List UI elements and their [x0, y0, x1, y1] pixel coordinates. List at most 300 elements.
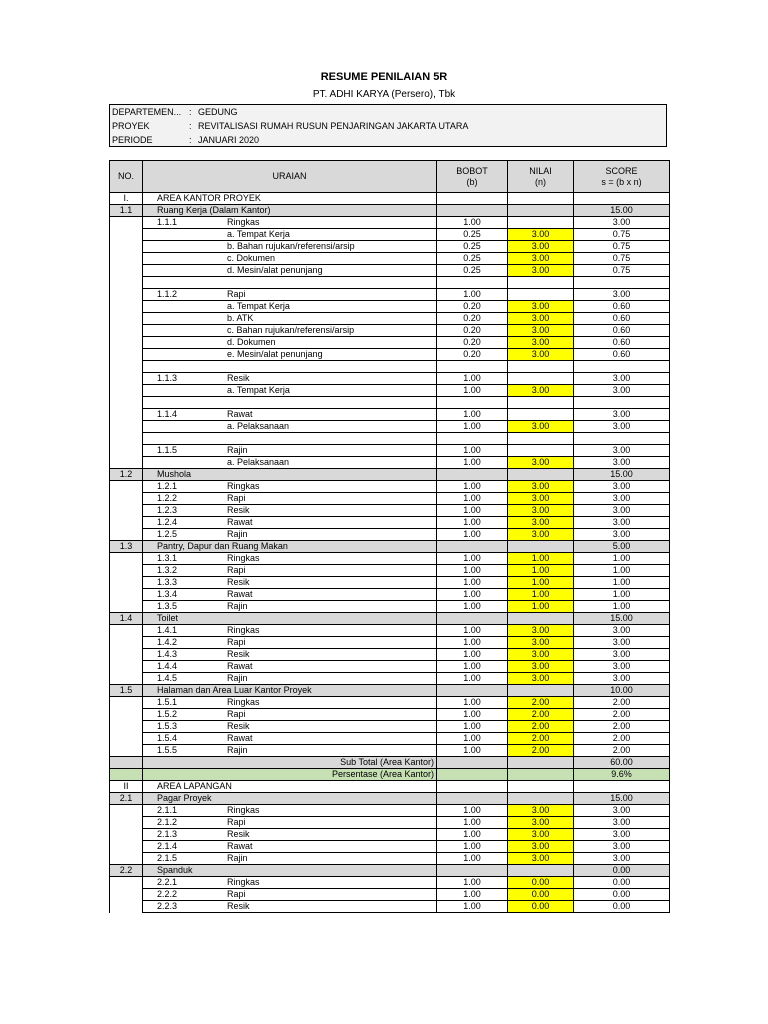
- item-row: [110, 589, 670, 601]
- header-nilai-label: NILAI: [529, 165, 552, 176]
- uraian-cell: [143, 829, 437, 841]
- header-nilai-sub: (n): [535, 176, 546, 187]
- item-code: 1.4.5: [157, 673, 178, 683]
- uraian-cell: [143, 673, 437, 685]
- group-label: Mushola: [143, 469, 437, 481]
- score-cell: [574, 277, 670, 289]
- nilai-value: 3.00: [508, 337, 574, 349]
- uraian-cell: [143, 721, 437, 733]
- subitem-row: [110, 253, 670, 265]
- uraian-cell: [143, 289, 437, 301]
- uraian-cell: [143, 409, 437, 421]
- bobot-value: 0.25: [437, 229, 508, 241]
- info-value: REVITALISASI RUMAH RUSUN PENJARINGAN JAKARTA UTARA: [198, 121, 469, 131]
- nilai-cell: [508, 685, 574, 697]
- header-score: [574, 161, 670, 193]
- no-cell: [110, 673, 143, 685]
- item-name: Rapi: [227, 817, 246, 827]
- header-uraian: URAIAN: [143, 161, 437, 193]
- bobot-cell: [437, 757, 508, 769]
- nilai-value: 3.00: [508, 529, 574, 541]
- score-value: 2.00: [574, 733, 670, 745]
- uraian-cell: [143, 697, 437, 709]
- section-number: I.: [110, 193, 143, 205]
- score-value: 3.00: [574, 409, 670, 421]
- nilai-value: 3.00: [508, 265, 574, 277]
- no-cell: [110, 301, 143, 313]
- bobot-value: 1.00: [437, 565, 508, 577]
- nilai-value: 3.00: [508, 325, 574, 337]
- group-score: 10.00: [574, 685, 670, 697]
- score-value: 0.60: [574, 325, 670, 337]
- nilai-value: 3.00: [508, 673, 574, 685]
- item-name: Rajin: [227, 853, 248, 863]
- no-cell: [110, 889, 143, 901]
- no-cell: [110, 901, 143, 913]
- score-value: 3.00: [574, 661, 670, 673]
- item-row: [110, 601, 670, 613]
- nilai-value: 3.00: [508, 253, 574, 265]
- score-cell: [574, 193, 670, 205]
- uraian-cell: [143, 709, 437, 721]
- bobot-cell: [437, 685, 508, 697]
- subtotal-label: Sub Total (Area Kantor): [143, 757, 437, 769]
- group-label: Pagar Proyek: [143, 793, 437, 805]
- nilai-value: 3.00: [508, 457, 574, 469]
- item-name: Ringkas: [227, 553, 260, 563]
- subitem-row: [110, 265, 670, 277]
- bobot-cell: [437, 205, 508, 217]
- item-code: 1.5.5: [157, 745, 178, 755]
- bobot-value: 1.00: [437, 517, 508, 529]
- item-name: Resik: [227, 721, 250, 731]
- table-body: [110, 193, 670, 913]
- nilai-value: 0.00: [508, 889, 574, 901]
- subitem-row: [110, 385, 670, 397]
- bobot-value: 1.00: [437, 637, 508, 649]
- group-score: 15.00: [574, 793, 670, 805]
- item-row: [110, 493, 670, 505]
- score-value: 1.00: [574, 577, 670, 589]
- no-cell: [110, 577, 143, 589]
- uraian-cell: [143, 241, 437, 253]
- nilai-value: 1.00: [508, 589, 574, 601]
- bobot-value: 0.25: [437, 265, 508, 277]
- no-cell: [110, 661, 143, 673]
- item-name: Rawat: [227, 589, 253, 599]
- uraian-cell: [143, 577, 437, 589]
- uraian-cell: [143, 637, 437, 649]
- subitem-row: [110, 421, 670, 433]
- uraian-cell: [143, 817, 437, 829]
- item-name: Rapi: [227, 289, 246, 299]
- info-colon: :: [189, 121, 192, 131]
- nilai-value: 3.00: [508, 481, 574, 493]
- subitem-row: [110, 241, 670, 253]
- score-value: 0.60: [574, 337, 670, 349]
- nilai-value: 3.00: [508, 241, 574, 253]
- no-cell: [110, 733, 143, 745]
- header-no: NO.: [110, 161, 143, 193]
- bobot-cell: [437, 793, 508, 805]
- score-value: 3.00: [574, 421, 670, 433]
- nilai-cell: [508, 361, 574, 373]
- item-name: Resik: [227, 373, 250, 383]
- score-value: 3.00: [574, 529, 670, 541]
- bobot-value: 1.00: [437, 649, 508, 661]
- subitem-name: a. Pelaksanaan: [227, 457, 290, 467]
- nilai-value: 3.00: [508, 853, 574, 865]
- nilai-cell: [508, 865, 574, 877]
- item-code: 1.3.5: [157, 601, 178, 611]
- item-row: [110, 817, 670, 829]
- no-cell: [110, 349, 143, 361]
- uraian-cell: [143, 625, 437, 637]
- item-code: 1.3.3: [157, 577, 178, 587]
- uraian-cell: [143, 361, 437, 373]
- score-value: 3.00: [574, 625, 670, 637]
- group-row: [110, 541, 670, 553]
- item-code: 2.1.3: [157, 829, 178, 839]
- nilai-cell: [508, 757, 574, 769]
- no-cell: [110, 481, 143, 493]
- group-row: [110, 685, 670, 697]
- score-value: 1.00: [574, 601, 670, 613]
- nilai-value: 1.00: [508, 577, 574, 589]
- uraian-cell: [143, 217, 437, 229]
- item-code: 1.4.2: [157, 637, 178, 647]
- no-cell: [110, 457, 143, 469]
- no-cell: [110, 817, 143, 829]
- uraian-cell: [143, 481, 437, 493]
- uraian-cell: [143, 661, 437, 673]
- no-cell: [110, 325, 143, 337]
- nilai-value: [508, 373, 574, 385]
- item-name: Ringkas: [227, 481, 260, 491]
- info-key: DEPARTEMEN...: [112, 107, 182, 117]
- item-name: Ringkas: [227, 625, 260, 635]
- nilai-value: 3.00: [508, 493, 574, 505]
- subitem-row: [110, 229, 670, 241]
- item-code: 2.2.1: [157, 877, 178, 887]
- no-cell: [110, 877, 143, 889]
- item-name: Rajin: [227, 745, 248, 755]
- info-colon: :: [189, 135, 192, 145]
- item-code: 1.2.3: [157, 505, 178, 515]
- group-label: Halaman dan Area Luar Kantor Proyek: [143, 685, 437, 697]
- bobot-value: 1.00: [437, 217, 508, 229]
- bobot-cell: [437, 769, 508, 781]
- uraian-cell: [143, 505, 437, 517]
- nilai-value: 3.00: [508, 517, 574, 529]
- item-row: [110, 553, 670, 565]
- item-row: [110, 637, 670, 649]
- score-value: 2.00: [574, 697, 670, 709]
- table-header-row: [110, 161, 670, 193]
- info-key: PERIODE: [112, 135, 153, 145]
- header-score-label: SCORE: [605, 165, 638, 176]
- bobot-value: 0.25: [437, 253, 508, 265]
- section-row: [110, 781, 670, 793]
- item-code: 1.5.1: [157, 697, 178, 707]
- item-code: 1.5.4: [157, 733, 178, 743]
- bobot-cell: [437, 433, 508, 445]
- score-value: 3.00: [574, 445, 670, 457]
- info-colon: :: [189, 107, 192, 117]
- item-row: [110, 289, 670, 301]
- item-code: 1.2.1: [157, 481, 178, 491]
- item-code: 1.1.4: [157, 409, 178, 419]
- assessment-table-wrapper: [109, 160, 669, 913]
- nilai-value: 2.00: [508, 697, 574, 709]
- info-value: GEDUNG: [198, 107, 238, 117]
- section-number: II: [110, 781, 143, 793]
- item-name: Rawat: [227, 661, 253, 671]
- nilai-value: 3.00: [508, 505, 574, 517]
- no-cell: [110, 553, 143, 565]
- nilai-value: 3.00: [508, 421, 574, 433]
- item-row: [110, 625, 670, 637]
- score-cell: [574, 397, 670, 409]
- score-value: 0.75: [574, 253, 670, 265]
- no-cell: [110, 769, 143, 781]
- item-row: [110, 577, 670, 589]
- uraian-cell: [143, 877, 437, 889]
- uraian-cell: [143, 301, 437, 313]
- score-value: 3.00: [574, 805, 670, 817]
- subitem-name: a. Pelaksanaan: [227, 421, 290, 431]
- no-cell: [110, 421, 143, 433]
- score-value: 3.00: [574, 517, 670, 529]
- item-row: [110, 505, 670, 517]
- score-value: 3.00: [574, 673, 670, 685]
- percentage-score: 9.6%: [574, 769, 670, 781]
- nilai-value: 3.00: [508, 829, 574, 841]
- subitem-row: [110, 457, 670, 469]
- item-code: 1.3.1: [157, 553, 178, 563]
- item-name: Rawat: [227, 409, 253, 419]
- nilai-value: 1.00: [508, 601, 574, 613]
- no-cell: [110, 289, 143, 301]
- uraian-cell: [143, 601, 437, 613]
- uraian-cell: [143, 853, 437, 865]
- score-value: 3.00: [574, 853, 670, 865]
- score-value: 0.60: [574, 349, 670, 361]
- bobot-value: 1.00: [437, 709, 508, 721]
- score-value: 3.00: [574, 817, 670, 829]
- uraian-cell: [143, 277, 437, 289]
- group-label: Toilet: [143, 613, 437, 625]
- bobot-value: 1.00: [437, 877, 508, 889]
- item-name: Rajin: [227, 673, 248, 683]
- no-cell: [110, 721, 143, 733]
- no-cell: [110, 637, 143, 649]
- score-cell: [574, 433, 670, 445]
- uraian-cell: [143, 517, 437, 529]
- uraian-cell: [143, 589, 437, 601]
- no-cell: [110, 625, 143, 637]
- uraian-cell: [143, 457, 437, 469]
- nilai-value: 3.00: [508, 625, 574, 637]
- no-cell: [110, 409, 143, 421]
- nilai-value: 3.00: [508, 385, 574, 397]
- bobot-value: 0.20: [437, 349, 508, 361]
- uraian-cell: [143, 805, 437, 817]
- bobot-value: 1.00: [437, 385, 508, 397]
- nilai-value: 0.00: [508, 901, 574, 913]
- bobot-value: 1.00: [437, 841, 508, 853]
- bobot-value: 1.00: [437, 553, 508, 565]
- score-value: 3.00: [574, 493, 670, 505]
- nilai-value: 3.00: [508, 661, 574, 673]
- header-score-sub: s = (b x n): [601, 176, 642, 187]
- bobot-value: 1.00: [437, 529, 508, 541]
- item-code: 1.1.3: [157, 373, 178, 383]
- item-name: Rapi: [227, 493, 246, 503]
- no-cell: [110, 433, 143, 445]
- item-code: 2.1.2: [157, 817, 178, 827]
- item-name: Rajin: [227, 601, 248, 611]
- item-name: Resik: [227, 505, 250, 515]
- score-value: 3.00: [574, 649, 670, 661]
- no-cell: [110, 517, 143, 529]
- group-row: [110, 865, 670, 877]
- item-row: [110, 697, 670, 709]
- score-value: 0.00: [574, 901, 670, 913]
- bobot-value: 1.00: [437, 901, 508, 913]
- score-value: 0.60: [574, 313, 670, 325]
- item-name: Resik: [227, 901, 250, 911]
- no-cell: [110, 697, 143, 709]
- item-row: [110, 481, 670, 493]
- bobot-value: 1.00: [437, 661, 508, 673]
- group-score: 15.00: [574, 469, 670, 481]
- item-code: 1.5.3: [157, 721, 178, 731]
- subitem-name: b. Bahan rujukan/referensi/arsip: [227, 241, 355, 251]
- item-row: [110, 445, 670, 457]
- group-number: 1.3: [110, 541, 143, 553]
- bobot-value: 1.00: [437, 445, 508, 457]
- nilai-value: 3.00: [508, 301, 574, 313]
- bobot-cell: [437, 397, 508, 409]
- item-code: 1.5.2: [157, 709, 178, 719]
- score-value: 2.00: [574, 745, 670, 757]
- bobot-value: 1.00: [437, 805, 508, 817]
- item-code: 2.1.1: [157, 805, 178, 815]
- spacer-row: [110, 433, 670, 445]
- item-code: 2.2.3: [157, 901, 178, 911]
- item-row: [110, 217, 670, 229]
- item-name: Resik: [227, 829, 250, 839]
- percentage-row: [110, 769, 670, 781]
- item-row: [110, 877, 670, 889]
- bobot-value: 1.00: [437, 853, 508, 865]
- nilai-value: [508, 445, 574, 457]
- no-cell: [110, 757, 143, 769]
- no-cell: [110, 589, 143, 601]
- uraian-cell: [143, 529, 437, 541]
- uraian-cell: [143, 325, 437, 337]
- no-cell: [110, 829, 143, 841]
- subitem-row: [110, 313, 670, 325]
- uraian-cell: [143, 421, 437, 433]
- item-code: 1.2.5: [157, 529, 178, 539]
- bobot-value: 1.00: [437, 721, 508, 733]
- item-name: Rawat: [227, 841, 253, 851]
- score-value: 1.00: [574, 589, 670, 601]
- score-value: 2.00: [574, 721, 670, 733]
- bobot-value: 1.00: [437, 673, 508, 685]
- uraian-cell: [143, 889, 437, 901]
- header-nilai: [508, 161, 574, 193]
- bobot-value: 1.00: [437, 505, 508, 517]
- nilai-value: 0.00: [508, 877, 574, 889]
- nilai-value: 2.00: [508, 721, 574, 733]
- no-cell: [110, 373, 143, 385]
- item-row: [110, 565, 670, 577]
- bobot-value: 1.00: [437, 289, 508, 301]
- uraian-cell: [143, 445, 437, 457]
- score-value: 3.00: [574, 385, 670, 397]
- subitem-name: a. Tempat Kerja: [227, 385, 290, 395]
- score-cell: [574, 361, 670, 373]
- nilai-value: [508, 289, 574, 301]
- subitem-row: [110, 349, 670, 361]
- no-cell: [110, 313, 143, 325]
- bobot-value: 0.20: [437, 301, 508, 313]
- item-row: [110, 745, 670, 757]
- uraian-cell: [143, 841, 437, 853]
- bobot-value: 0.25: [437, 241, 508, 253]
- nilai-value: 3.00: [508, 649, 574, 661]
- assessment-table: [109, 160, 670, 913]
- item-row: [110, 733, 670, 745]
- no-cell: [110, 337, 143, 349]
- nilai-cell: [508, 613, 574, 625]
- document-title: RESUME PENILAIAN 5R: [320, 71, 448, 83]
- nilai-cell: [508, 277, 574, 289]
- no-cell: [110, 217, 143, 229]
- nilai-value: 3.00: [508, 229, 574, 241]
- item-code: 2.1.5: [157, 853, 178, 863]
- subtotal-score: 60.00: [574, 757, 670, 769]
- no-cell: [110, 397, 143, 409]
- nilai-value: 3.00: [508, 349, 574, 361]
- bobot-value: 1.00: [437, 697, 508, 709]
- subitem-name: a. Tempat Kerja: [227, 229, 290, 239]
- no-cell: [110, 805, 143, 817]
- nilai-value: [508, 409, 574, 421]
- group-number: 1.4: [110, 613, 143, 625]
- uraian-cell: [143, 433, 437, 445]
- subitem-name: d. Mesin/alat penunjang: [227, 265, 323, 275]
- nilai-value: 3.00: [508, 817, 574, 829]
- no-cell: [110, 277, 143, 289]
- group-label: Spanduk: [143, 865, 437, 877]
- item-code: 1.4.1: [157, 625, 178, 635]
- group-number: 2.2: [110, 865, 143, 877]
- item-row: [110, 517, 670, 529]
- nilai-value: 2.00: [508, 709, 574, 721]
- no-cell: [110, 361, 143, 373]
- no-cell: [110, 841, 143, 853]
- item-row: [110, 661, 670, 673]
- group-score: 15.00: [574, 613, 670, 625]
- nilai-value: 1.00: [508, 553, 574, 565]
- percentage-label: Persentase (Area Kantor): [143, 769, 437, 781]
- bobot-cell: [437, 277, 508, 289]
- item-name: Ringkas: [227, 805, 260, 815]
